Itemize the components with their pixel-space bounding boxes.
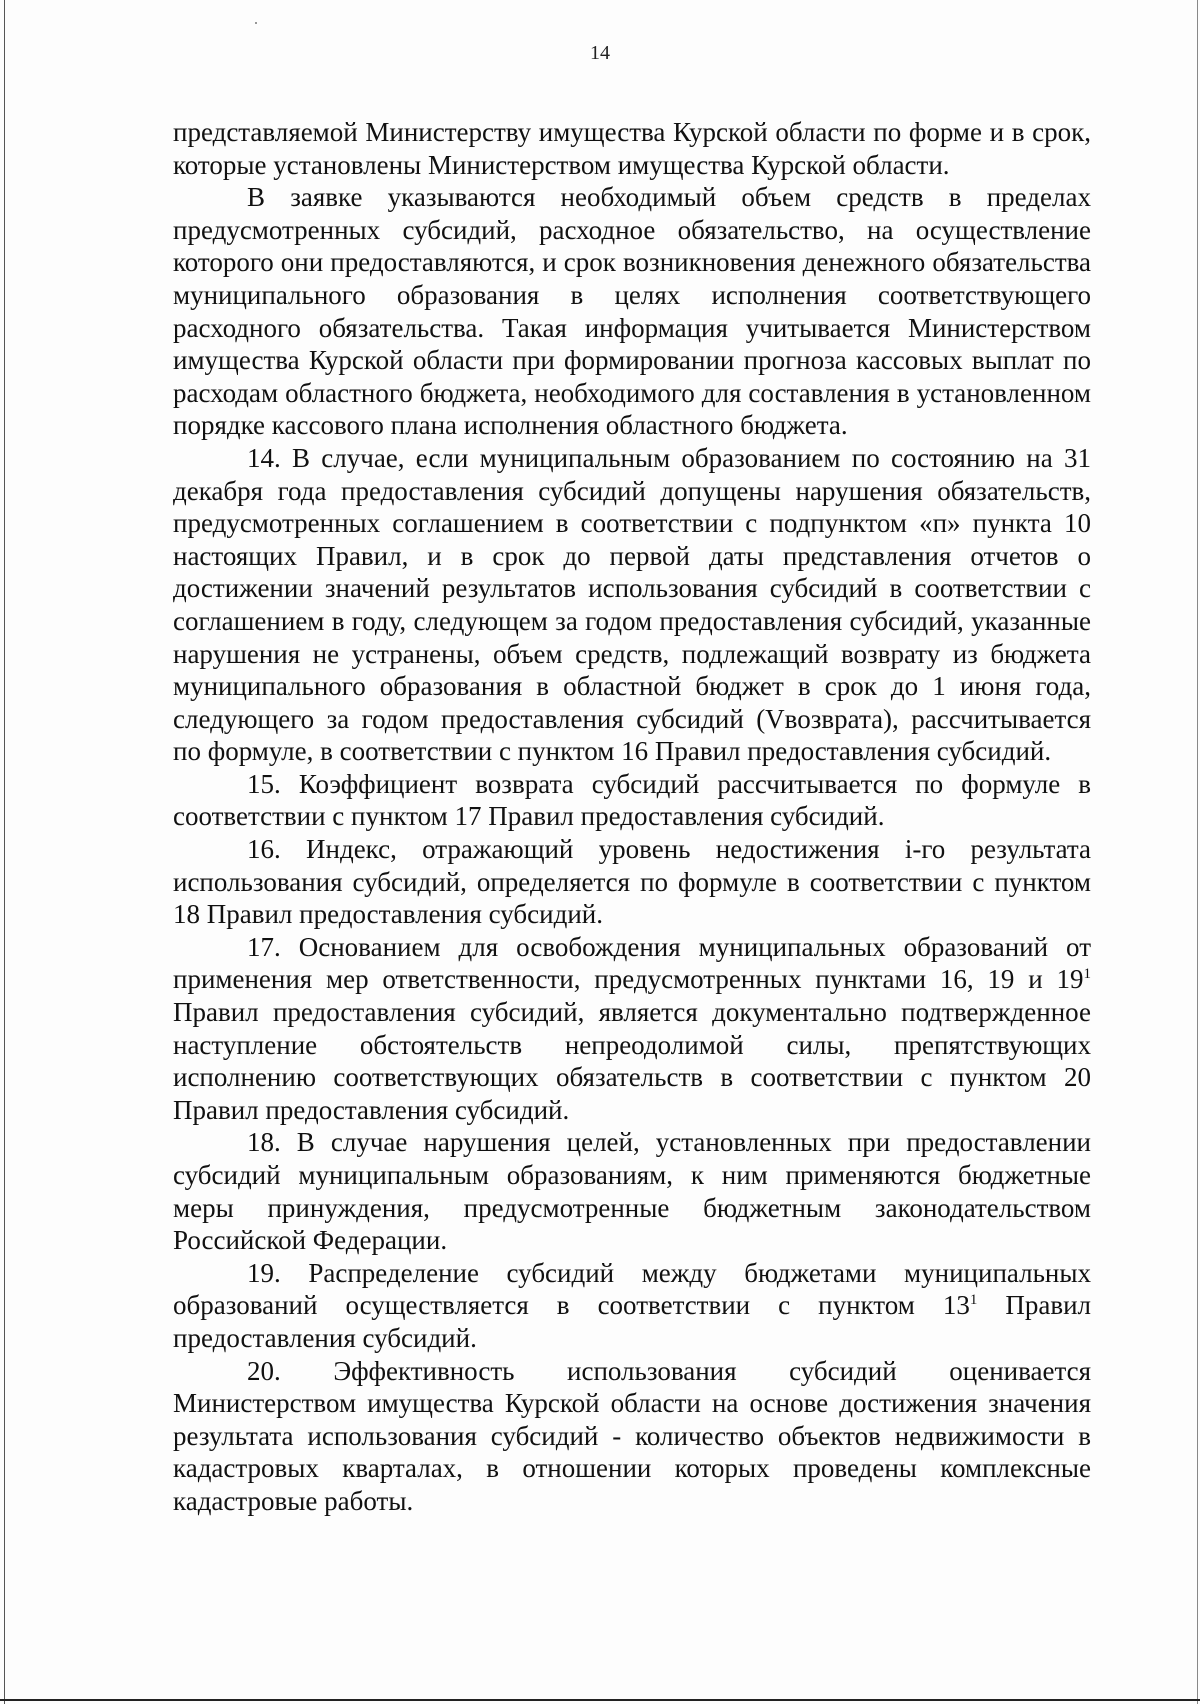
paragraph-17-text-start: 17. Основанием для освобождения муниципальных образований от применения мер ответственности, предусмотренных пунктами 16, 19 и 19 [173, 931, 1091, 995]
paragraph-17 [173, 931, 1091, 1127]
scan-speck [255, 22, 257, 24]
paragraph-19-text-start: 19. Распределение субсидий между бюджетами муниципальных образований осуществляется в соответствии с пунктом 13 [173, 1257, 1091, 1321]
paragraph-14: 14. В случае, если муниципальным образованием по состоянию на 31 декабря года предоставления субсидий допущены нарушения обязательств, предусмотренных соглашением в соответствии с подпунктом «п» пункта 10 настоящих Правил, и в срок до первой даты представления отчетов о достижении значений результатов использования субсидий в соответствии с соглашением в году, следующем за годом предоставления субсидий, указанные нарушения не устранены, объем средств, подлежащий возврату из бюджета муниципального образования в областной бюджет в срок до 1 июня года, следующего за годом предоставления субсидий (Vвозврата), рассчитывается по формуле, в соответствии с пунктом 16 Правил предоставления субсидий. [173, 442, 1091, 767]
document-body [173, 116, 1091, 1518]
paragraph-15: 15. Коэффициент возврата субсидий рассчитывается по формуле в соответствии с пунктом 17 Правил предоставления субсидий. [173, 768, 1091, 832]
paragraph-17-text-end: Правил предоставления субсидий, является документально подтвержденное наступление обстоятельств непреодолимой силы, препятствующих исполнению соответствующих обязательств в соответствии с пунктом 20 Правил предоставления субсидий. [173, 997, 1091, 1125]
paragraph-continuation: представляемой Министерству имущества Курской области по форме и в срок, которые установлены Министерством имущества Курской области. [173, 117, 1091, 180]
paragraph-18: 18. В случае нарушения целей, установленных при предоставлении субсидий муниципальным образованиям, к ним применяются бюджетные меры принуждения, предусмотренные бюджетным законодательством Российской Федерации. [173, 1127, 1091, 1256]
scan-edge-bottom [0, 1699, 1200, 1701]
paragraph-19 [173, 1257, 1091, 1355]
paragraph-20: 20. Эффективность использования субсидий оценивается Министерством имущества Курской области на основе достижения значения результата использования субсидий - количество объектов недвижимости в кадастровых кварталах, в отношении которых проведены комплексные кадастровые работы. [173, 1355, 1091, 1516]
paragraph-19-text-end: Правил предоставления субсидий. [173, 1290, 1091, 1353]
scan-edge-right [1197, 0, 1198, 1704]
scan-edge-left [4, 0, 5, 1704]
paragraph-application-details: В заявке указываются необходимый объем средств в пределах предусмотренных субсидий, расходное обязательство, на осуществление которого они предоставляются, и срок возникновения денежного обязательства муниципального образования в целях исполнения соответствующего расходного обязательства. Такая информация учитывается Министерством имущества Курской области при формировании прогноза кассовых выплат по расходам областного бюджета, необходимого для составления в установленном порядке кассового плана исполнения областного бюджета. [173, 182, 1091, 441]
page-number: 14 [590, 42, 610, 64]
paragraph-19-superscript: 1 [969, 1292, 978, 1309]
paragraph-17-superscript: 1 [1083, 966, 1091, 983]
paragraph-16: 16. Индекс, отражающий уровень недостижения i-го результата использования субсидий, определяется по формуле в соответствии с пунктом 18 Правил предоставления субсидий. [173, 834, 1091, 930]
